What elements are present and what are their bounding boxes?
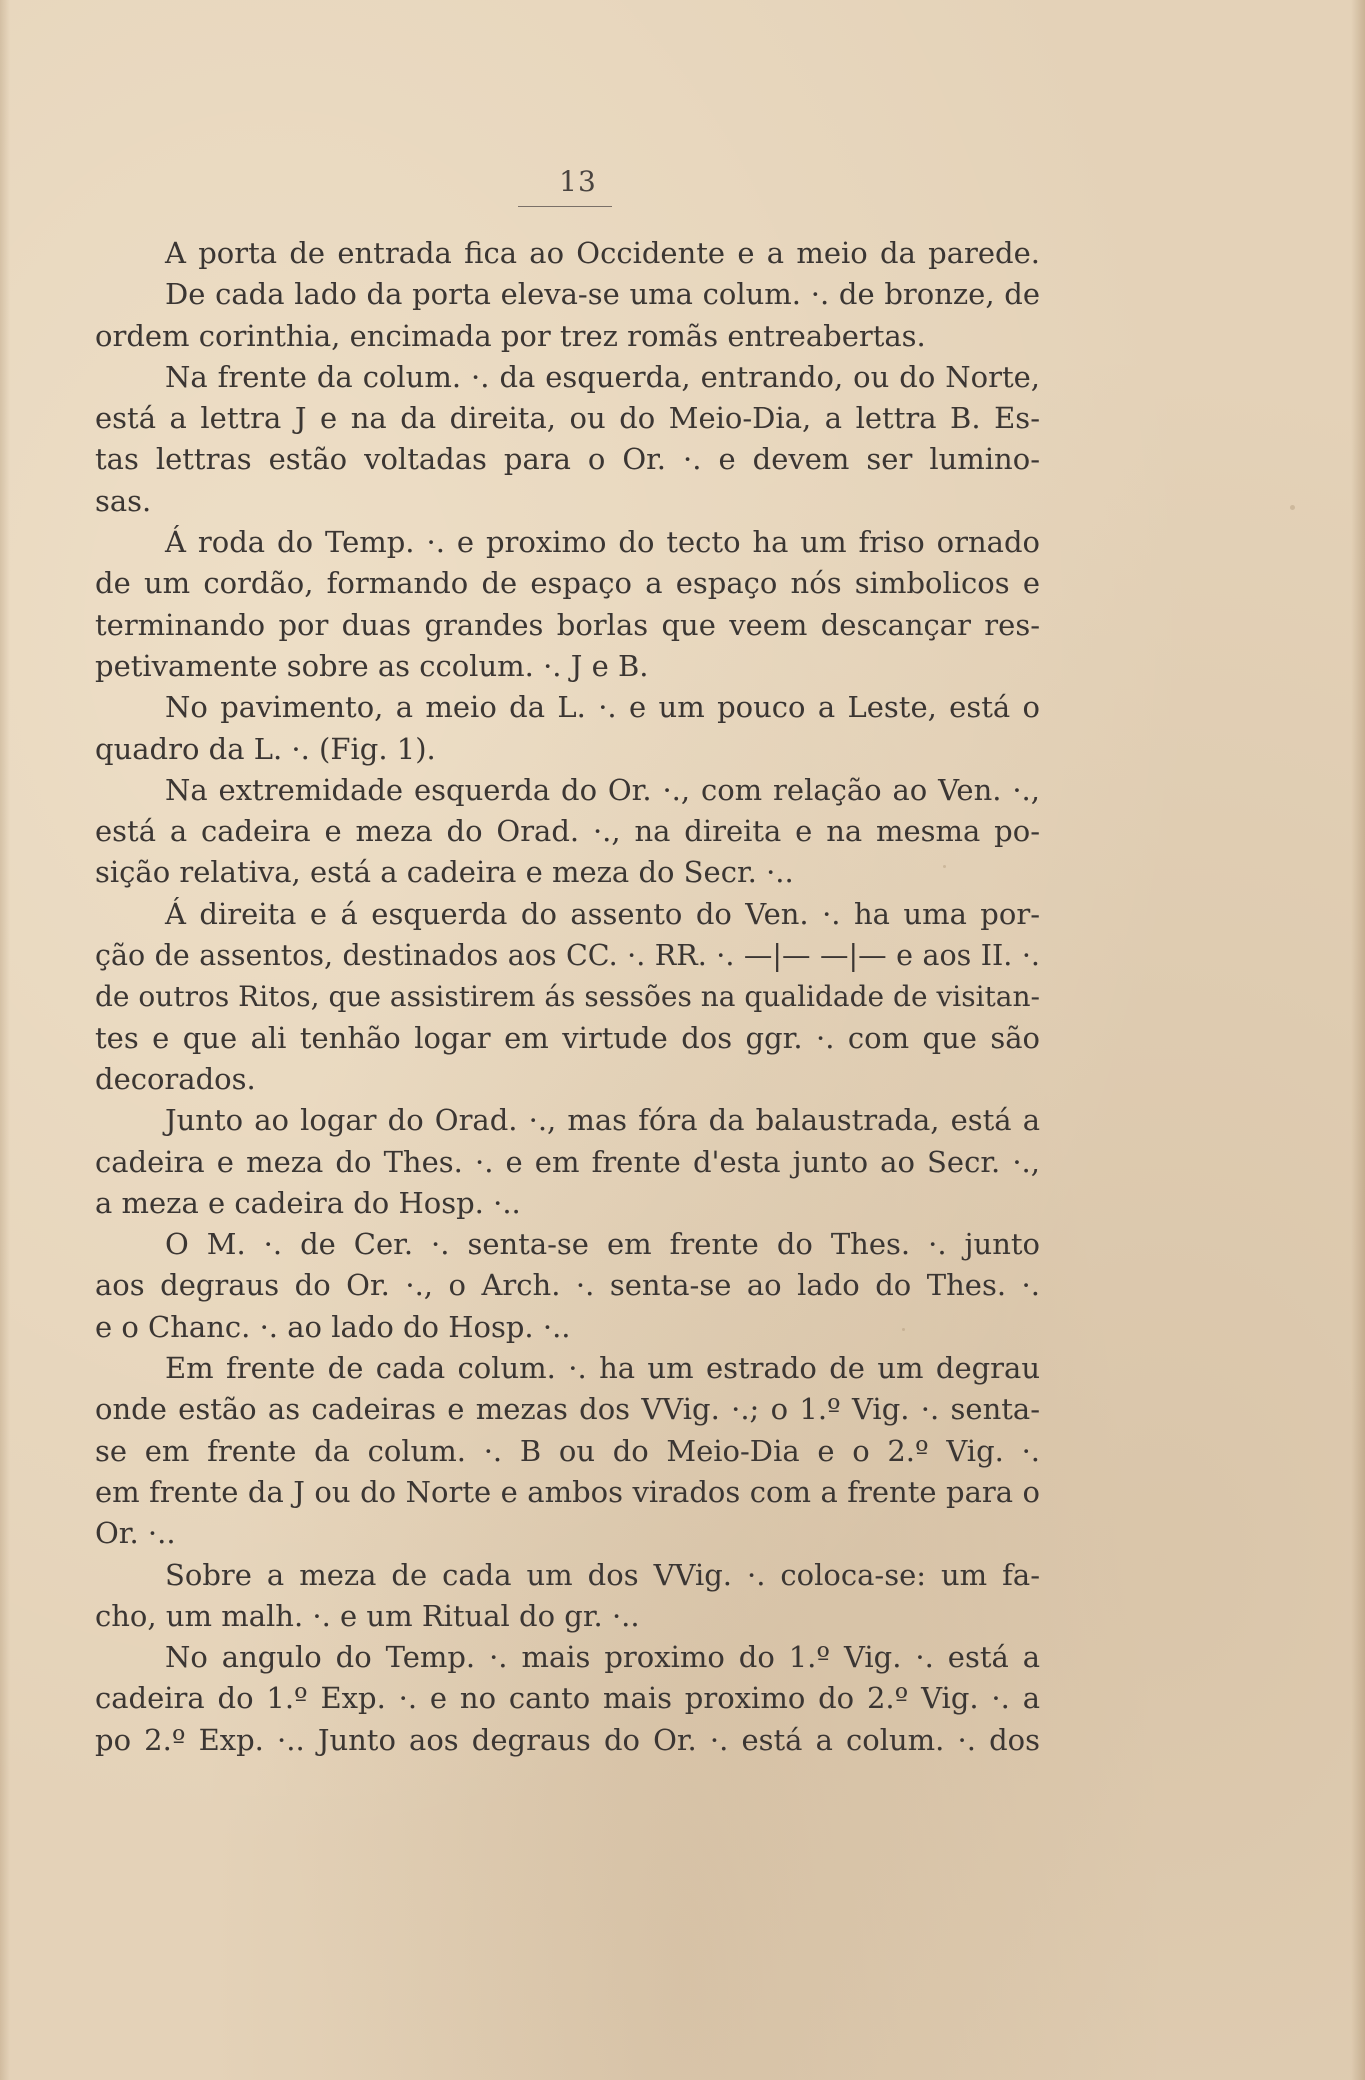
text-line: cadeira e meza do Thes. ·. e em frente d'esta junto ao Secr. ·.,: [95, 1144, 1040, 1179]
text-line: cadeira do 1.º Exp. ·. e no canto mais proximo do 2.º Vig. ·. a: [95, 1681, 1040, 1716]
text-line: aos degraus do Or. ·., o Arch. ·. senta-se ao lado do Thes. ·.: [95, 1268, 1040, 1303]
text-line: A porta de entrada fica ao Occidente e a meio da parede.: [165, 236, 1040, 270]
text-line: De cada lado da porta eleva-se uma colum. ·. de bronze, de: [165, 277, 1040, 312]
text-line: de um cordão, formando de espaço a espaço nós simbolicos e: [95, 566, 1040, 601]
text-line: e o Chanc. ·. ao lado do Hosp. ·..: [95, 1309, 571, 1344]
text-line: Na frente da colum. ·. da esquerda, entrando, ou do Norte,: [165, 359, 1040, 394]
text-line: No pavimento, a meio da L. ·. e um pouco a Leste, está o: [165, 690, 1040, 725]
text-line: sas.: [95, 483, 152, 518]
text-line: de outros Ritos, que assistirem ás sessões na qualidade de visitan-: [95, 980, 1040, 1014]
text-line: O M. ·. de Cer. ·. senta-se em frente do Thes. ·. junto: [165, 1227, 1040, 1262]
text-line: po 2.º Exp. ·.. Junto aos degraus do Or. ·. está a colum. ·. dos: [95, 1722, 1040, 1757]
text-line: Á direita e á esquerda do assento do Ven. ·. ha uma por-: [165, 896, 1040, 931]
text-line: está a lettra J e na da direita, ou do Meio-Dia, a lettra B. Es-: [95, 401, 1040, 436]
text-line: Á roda do Temp. ·. e proximo do tecto ha um friso ornado: [165, 525, 1040, 560]
text-line: Sobre a meza de cada um dos VVig. ·. coloca-se: um fa-: [165, 1557, 1040, 1592]
text-line: decorados.: [95, 1061, 256, 1096]
page-number: 13: [559, 165, 597, 198]
text-line: Junto ao logar do Orad. ·., mas fóra da balaustrada, está a: [165, 1103, 1040, 1138]
paper-stain: [1290, 505, 1295, 510]
text-line: Or. ·..: [95, 1516, 176, 1551]
text-line: onde estão as cadeiras e mezas dos VVig. ·.; o 1.º Vig. ·. senta-: [95, 1392, 1040, 1427]
text-line: sição relativa, está a cadeira e meza do Secr. ·..: [95, 855, 794, 890]
text-line: tes e que ali tenhão logar em virtude dos ggr. ·. com que são: [95, 1020, 1040, 1055]
text-line: tas lettras estão voltadas para o Or. ·. e devem ser lumino-: [95, 442, 1040, 477]
text-line: a meza e cadeira do Hosp. ·..: [95, 1185, 521, 1220]
text-line: No angulo do Temp. ·. mais proximo do 1.º Vig. ·. está a: [165, 1640, 1040, 1675]
text-line: se em frente da colum. ·. B ou do Meio-Dia e o 2.º Vig. ·.: [95, 1433, 1040, 1468]
text-line: Em frente de cada colum. ·. ha um estrado de um degrau: [165, 1351, 1040, 1386]
text-line: Na extremidade esquerda do Or. ·., com relação ao Ven. ·.,: [165, 772, 1040, 807]
page-edge-left: [0, 0, 10, 2080]
text-line: ordem corinthia, encimada por trez romãs entreabertas.: [95, 318, 926, 353]
body-text: [95, 233, 1040, 1761]
text-line: terminando por duas grandes borlas que veem descançar res-: [95, 607, 1040, 642]
page-number-rule: [518, 206, 612, 207]
text-line: quadro da L. ·. (Fig. 1).: [95, 731, 436, 766]
text-line: petivamente sobre as ccolum. ·. J e B.: [95, 648, 649, 683]
page-edge-right: [1351, 0, 1365, 2080]
text-line: está a cadeira e meza do Orad. ·., na direita e na mesma po-: [95, 814, 1040, 849]
text-line: cho, um malh. ·. e um Ritual do gr. ·..: [95, 1598, 640, 1633]
text-line: em frente da J ou do Norte e ambos virados com a frente para o: [95, 1474, 1040, 1509]
text-line: ção de assentos, destinados aos CC. ·. RR. ·. —|— —|— e aos II. ·.: [95, 939, 1040, 973]
